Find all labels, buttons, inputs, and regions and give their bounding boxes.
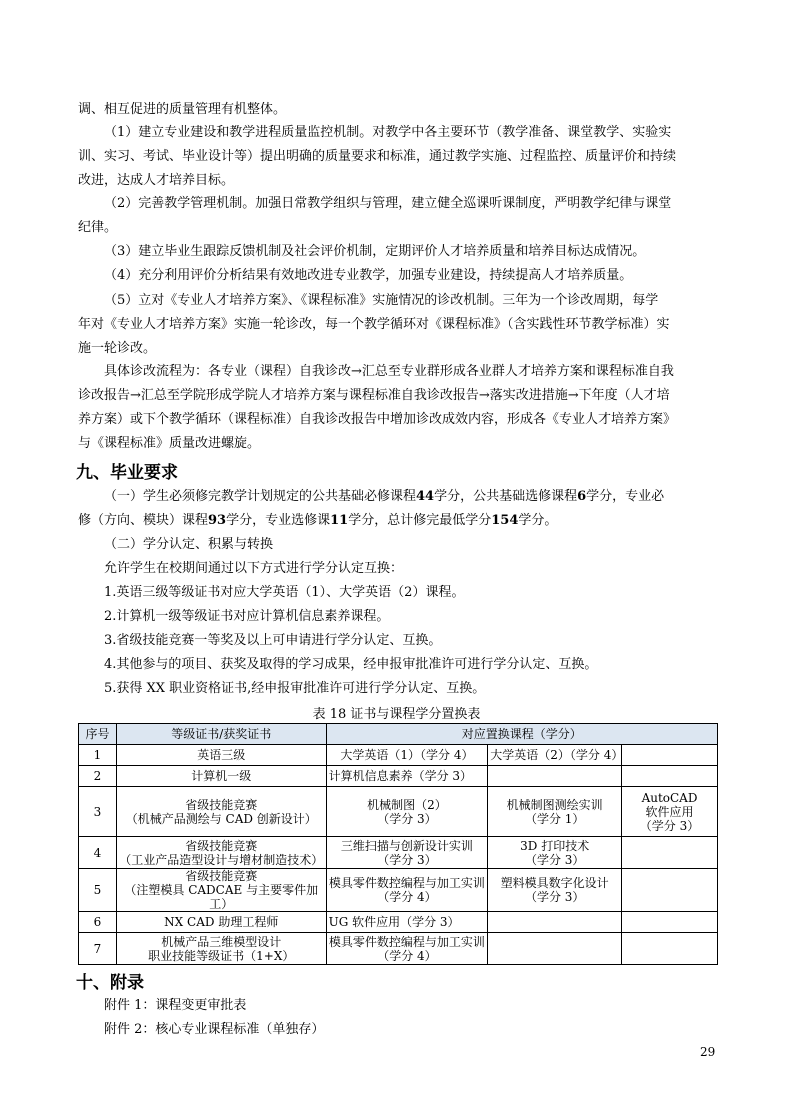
table-cell: NX CAD 助理工程师 bbox=[116, 912, 326, 933]
paragraph-line: （2）完善教学管理机制。加强日常教学组织与管理，建立健全巡课听课制度，严明教学纪律与课堂 bbox=[104, 196, 672, 211]
paragraph-line: 改进，达成人才培养目标。 bbox=[78, 173, 235, 188]
table-cell bbox=[622, 912, 718, 933]
table-cell bbox=[488, 912, 622, 933]
table-cell bbox=[116, 837, 326, 869]
cell-line: （学分 3） bbox=[524, 852, 585, 867]
cell-line: 模具零件数控编程与加工实训 bbox=[328, 876, 485, 890]
paragraph-line: 调、相互促进的质量管理有机整体。 bbox=[78, 102, 287, 117]
paragraph-line: 养方案）或下个教学循环（课程标准）自我诊改报告中增加诊改成效内容，形成各《专业人才培养方案》 bbox=[78, 412, 677, 427]
table-header-row bbox=[79, 724, 718, 745]
list-item: 1.英语三级等级证书对应大学英语（1）、大学英语（2）课程。 bbox=[104, 585, 465, 600]
header-cell: 等级证书/获奖证书 bbox=[116, 724, 326, 745]
cell-line: 模具零件数控编程与加工实训 bbox=[328, 934, 485, 949]
table-cell bbox=[622, 766, 718, 787]
header-cell: 对应置换课程（学分） bbox=[326, 724, 717, 745]
table-cell bbox=[622, 869, 718, 912]
table-cell: 5 bbox=[79, 869, 117, 912]
paragraph-line: 诊改报告→汇总至学院形成学院人才培养方案与课程标准自我诊改报告→落实改进措施→下年度（人才培 bbox=[78, 388, 670, 403]
text: （一）学生必须修完教学计划规定的公共基础必修课程 bbox=[104, 489, 417, 504]
table-cell bbox=[622, 837, 718, 869]
table-cell bbox=[326, 869, 488, 912]
table-cell: 大学英语（1）（学分 4） bbox=[326, 745, 488, 766]
table-cell bbox=[488, 766, 622, 787]
table-cell bbox=[488, 933, 622, 965]
paragraph-line: 年对《专业人才培养方案》实施一轮诊改，每一个教学循环对《课程标准》（含实践性环节教学标准）实 bbox=[78, 317, 670, 332]
table-row bbox=[79, 912, 718, 933]
section-heading: 九、毕业要求 bbox=[76, 463, 178, 483]
list-item: 3.省级技能竞赛一等奖及以上可申请进行学分认定、互换。 bbox=[104, 633, 442, 648]
list-item: 2.计算机一级等级证书对应计算机信息素养课程。 bbox=[104, 609, 390, 624]
paragraph-line: （二）学分认定、积累与转换 bbox=[104, 537, 274, 552]
table-cell: 大学英语（2）（学分 4） bbox=[488, 745, 622, 766]
cell-line: （学分 3） bbox=[639, 818, 700, 833]
cell-line: 省级技能竞赛 bbox=[185, 869, 258, 883]
cell-line: （学分 3） bbox=[377, 811, 437, 826]
table-caption: 表 18 证书与课程学分置换表 bbox=[312, 707, 481, 722]
cell-line: 3D 打印技术 bbox=[520, 838, 590, 853]
cell-line: （机械产品测绘与 CAD 创新设计） bbox=[125, 811, 317, 826]
table-cell bbox=[622, 745, 718, 766]
paragraph-line: （4）充分利用评价分析结果有效地改进专业教学，加强专业建设，持续提高人才培养质量。 bbox=[104, 268, 633, 283]
cell-line: （学分 4） bbox=[377, 890, 437, 904]
cell-line: 软件应用 bbox=[645, 804, 694, 819]
table-cell: 1 bbox=[79, 745, 117, 766]
table-row bbox=[79, 869, 718, 912]
cell-line: 机械制图测绘实训 bbox=[506, 797, 603, 812]
paragraph-line: （5）立对《专业人才培养方案》、《课程标准》实施情况的诊改机制。三年为一个诊改周期，每学 bbox=[104, 293, 659, 308]
table-cell bbox=[488, 787, 622, 837]
cell-line: 省级技能竞赛 bbox=[185, 838, 258, 853]
paragraph-line: （3）建立毕业生跟踪反馈机制及社会评价机制，定期评价人才培养质量和培养目标达成情况。 bbox=[104, 244, 646, 259]
text: 修（方向、模块）课程 bbox=[78, 513, 209, 528]
table-cell: 2 bbox=[79, 766, 117, 787]
list-item: 4.其他参与的项目、获奖及取得的学习成果，经申报审批准许可进行学分认定、互换。 bbox=[104, 657, 598, 672]
header-cell: 序号 bbox=[79, 724, 117, 745]
section-heading: 十、附录 bbox=[76, 973, 144, 993]
cell-line: AutoCAD bbox=[641, 790, 698, 805]
table-cell bbox=[622, 787, 718, 837]
table-row bbox=[79, 745, 718, 766]
page-number: 29 bbox=[700, 1045, 716, 1059]
cell-line: 塑料模具数字化设计 bbox=[500, 876, 609, 890]
paragraph-line: 训、实习、考试、毕业设计等）提出明确的质量要求和标准，通过教学实施、过程监控、质量评价和持续 bbox=[78, 149, 677, 164]
paragraph-line: 与《课程标准》质量改进螺旋。 bbox=[78, 436, 261, 451]
credit-number: 154 bbox=[491, 513, 519, 528]
appendix-item: 附件 1：课程变更审批表 bbox=[104, 998, 247, 1013]
table-row bbox=[79, 933, 718, 965]
cell-line: （学分 3） bbox=[524, 890, 585, 904]
cell-line: 机械制图（2） bbox=[367, 797, 447, 812]
table-cell: 计算机一级 bbox=[116, 766, 326, 787]
appendix-item: 附件 2：核心专业课程标准（单独存） bbox=[104, 1022, 325, 1037]
paragraph-line: 纪律。 bbox=[78, 220, 118, 235]
paragraph-line bbox=[78, 485, 718, 509]
text: 学分，公共基础选修课程 bbox=[434, 489, 578, 504]
credit-table bbox=[78, 723, 718, 965]
cell-line: （学分 4） bbox=[377, 948, 437, 963]
table-cell bbox=[488, 837, 622, 869]
table-cell: 6 bbox=[79, 912, 117, 933]
credit-number: 93 bbox=[208, 513, 227, 528]
text: 学分，专业必 bbox=[586, 489, 665, 504]
table-cell bbox=[488, 869, 622, 912]
table-cell bbox=[622, 933, 718, 965]
table-cell: 3 bbox=[79, 787, 117, 837]
table-row bbox=[79, 837, 718, 869]
table-cell bbox=[116, 787, 326, 837]
cell-line: 省级技能竞赛 bbox=[185, 797, 258, 812]
cell-line: 三维扫描与创新设计实训 bbox=[340, 838, 473, 853]
cell-line: 机械产品三维模型设计 bbox=[161, 934, 282, 949]
table-row bbox=[79, 787, 718, 837]
table-cell bbox=[116, 933, 326, 965]
credit-number: 44 bbox=[416, 489, 435, 504]
table-cell bbox=[326, 933, 488, 965]
paragraph-line: 具体诊改流程为：各专业（课程）自我诊改→汇总至专业群形成各业群人才培养方案和课程标准自我 bbox=[104, 364, 674, 379]
paragraph-line bbox=[78, 509, 718, 533]
paragraph-line: （1）建立专业建设和教学进程质量监控机制。对教学中各主要环节（教学准备、课堂教学、实验实 bbox=[104, 125, 672, 140]
list-item: 5.获得 XX 职业资格证书,经申报审批准许可进行学分认定、互换。 bbox=[104, 681, 486, 696]
credit-number: 11 bbox=[330, 513, 349, 528]
paragraph-line: 施一轮诊改。 bbox=[78, 341, 157, 356]
table-cell bbox=[326, 787, 488, 837]
cell-line: （学分 1） bbox=[524, 811, 585, 826]
paragraph-line: 允许学生在校期间通过以下方式进行学分认定互换： bbox=[104, 561, 404, 576]
table-cell: 英语三级 bbox=[116, 745, 326, 766]
table-cell: 计算机信息素养（学分 3） bbox=[326, 766, 488, 787]
table-cell: 4 bbox=[79, 837, 117, 869]
table-row bbox=[79, 766, 718, 787]
cell-line: （工业产品造型设计与增材制造技术） bbox=[119, 852, 324, 867]
text: 学分，专业选修课 bbox=[226, 513, 331, 528]
table-cell bbox=[116, 869, 326, 912]
cell-line: （学分 3） bbox=[377, 852, 437, 867]
table-cell: UG 软件应用（学分 3） bbox=[326, 912, 488, 933]
text: 学分。 bbox=[518, 513, 558, 528]
cell-line: 职业技能等级证书（1+X） bbox=[148, 948, 295, 963]
table-cell bbox=[326, 837, 488, 869]
cell-line: （注塑模具 CADCAE 与主要零件加工） bbox=[124, 883, 319, 911]
credit-number: 6 bbox=[577, 489, 587, 504]
table-cell: 7 bbox=[79, 933, 117, 965]
text: 学分，总计修完最低学分 bbox=[348, 513, 492, 528]
